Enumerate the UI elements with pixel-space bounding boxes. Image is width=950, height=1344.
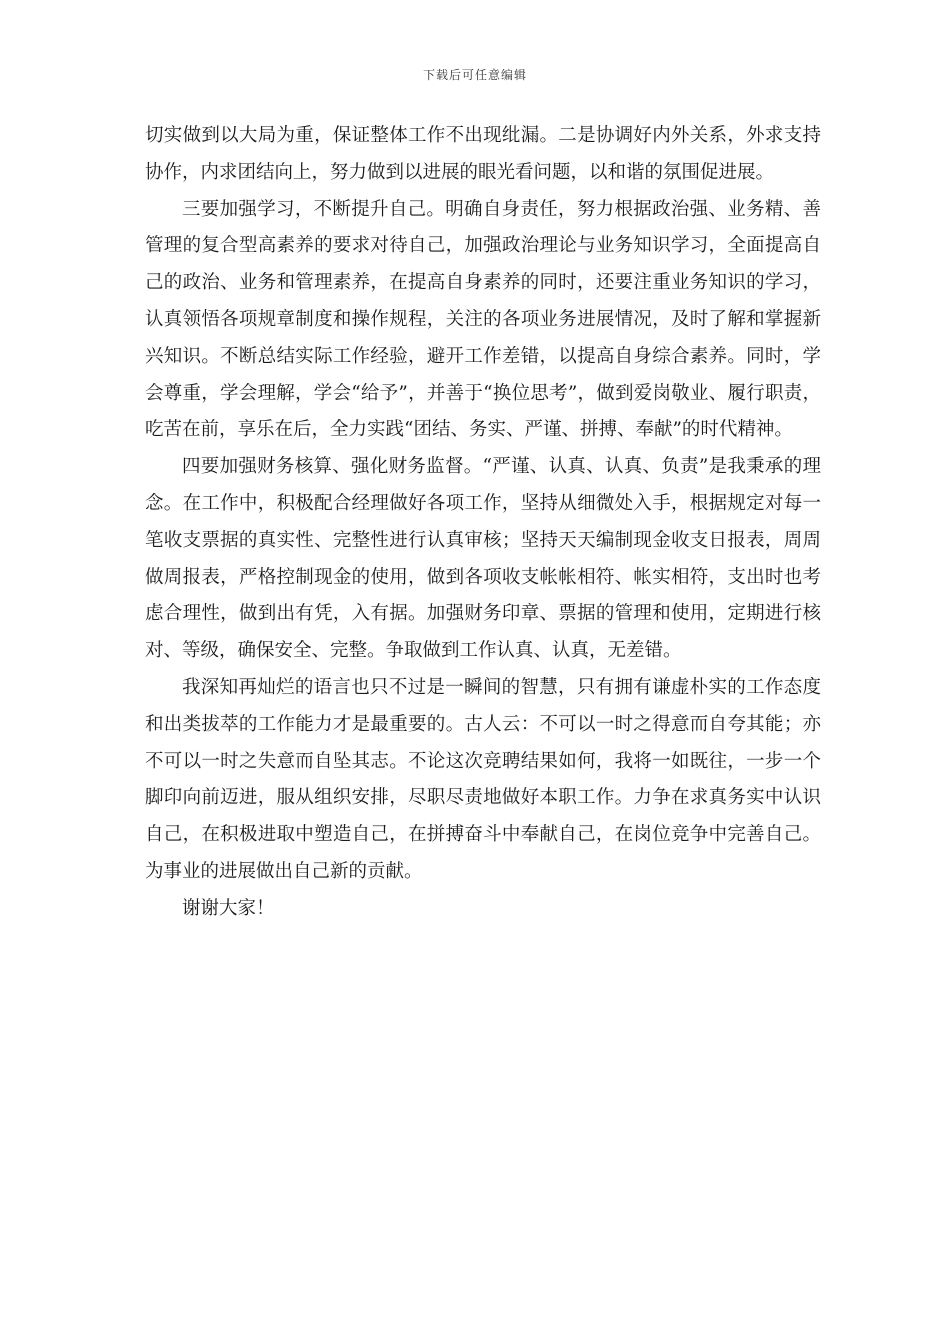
paragraph-continuation: 切实做到以大局为重，保证整体工作不出现纰漏。二是协调好内外关系，外求支持协作，内求团结向上，努力做到以进展的眼光看问题，以和谐的氛围促进展。 bbox=[145, 125, 821, 183]
paragraph-conclusion: 我深知再灿烂的语言也只不过是一瞬间的智慧，只有拥有谦虚朴实的工作态度和出类拔萃的工作能力才是最重要的。古人云：不可以一时之得意而自夸其能；亦不可以一时之失意而自坠其志。不论这次竞聘结果如何，我将一如既往，一步一个脚印向前迈进，服从组织安排，尽职尽责地做好本职工作。力争在求真务实中认识自己，在积极进取中塑造自己，在拼搏奋斗中奉献自己，在岗位竞争中完善自己。为事业的进展做出自己新的贡献。 bbox=[145, 676, 821, 882]
page-header: 下载后可任意编辑 bbox=[422, 68, 527, 82]
paragraph-finance: 四要加强财务核算、强化财务监督。“严谨、认真、认真、负责”是我秉承的理念。在工作中，积极配合经理做好各项工作，坚持从细微处入手，根据规定对每一笔收支票据的真实性、完整性进行认真审核；坚持天天编制现金收支日报表，周周做周报表，严格控制现金的使用，做到各项收支帐帐相符、帐实相符，支出时也考虑合理性，做到出有凭，入有据。加强财务印章、票据的管理和使用，定期进行核对、等级，确保安全、完整。争取做到工作认真、认真，无差错。 bbox=[145, 456, 821, 662]
paragraph-thanks: 谢谢大家！ bbox=[182, 897, 275, 919]
document-body bbox=[145, 118, 821, 928]
paragraph-study: 三要加强学习，不断提升自己。明确自身责任，努力根据政治强、业务精、善管理的复合型高素养的要求对待自己，加强政治理论与业务知识学习，全面提高自己的政治、业务和管理素养，在提高自身素养的同时，还要注重业务知识的学习，认真领悟各项规章制度和操作规程，关注的各项业务进展情况，及时了解和掌握新兴知识。不断总结实际工作经验，避开工作差错，以提高自身综合素养。同时，学会尊重，学会理解，学会“给予”，并善于“换位思考”，做到爱岗敬业、履行职责，吃苦在前，享乐在后，全力实践“团结、务实、严谨、拼搏、奉献”的时代精神。 bbox=[145, 198, 821, 441]
